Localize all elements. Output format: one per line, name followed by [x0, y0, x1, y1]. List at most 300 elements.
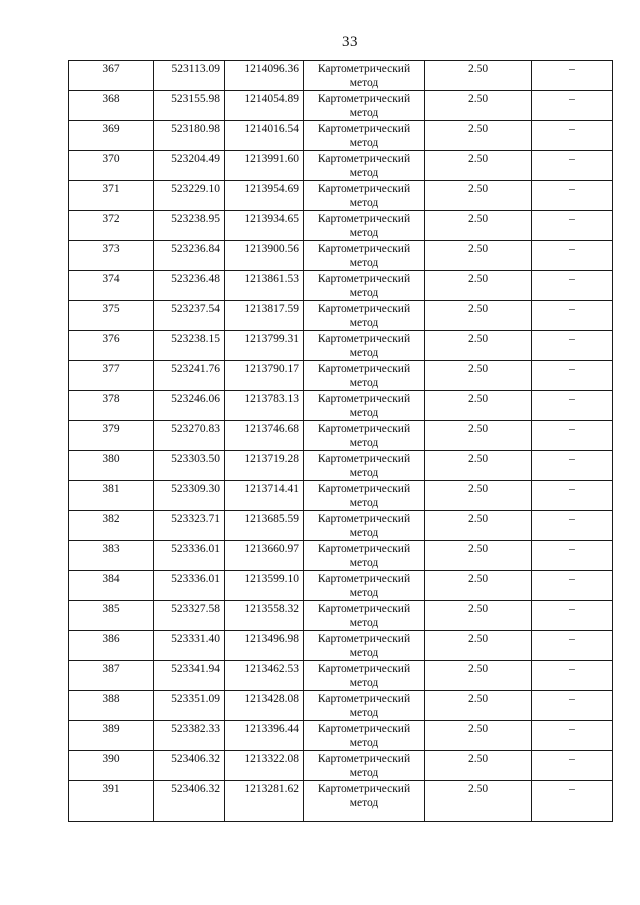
point-number-cell — [69, 151, 154, 181]
accuracy-text: 2.50 — [467, 633, 489, 645]
x-coordinate-text: 523237.54 — [171, 303, 220, 315]
point-number-text: 379 — [102, 423, 120, 435]
method-cell — [304, 151, 425, 181]
point-number-text: 378 — [102, 393, 120, 405]
x-coordinate-text: 523341.94 — [171, 663, 220, 675]
x-coordinate-cell — [154, 361, 225, 391]
y-coordinate-cell — [225, 181, 304, 211]
method-text: Картометрический метод — [317, 603, 411, 629]
note-cell — [532, 151, 613, 181]
accuracy-text: 2.50 — [467, 453, 489, 465]
x-coordinate-text: 523238.15 — [171, 333, 220, 345]
table-row — [69, 61, 613, 91]
point-number-cell — [69, 91, 154, 121]
table-row — [69, 301, 613, 331]
x-coordinate-text: 523236.84 — [171, 243, 220, 255]
accuracy-cell — [425, 241, 532, 271]
method-cell — [304, 631, 425, 661]
note-text: – — [569, 603, 575, 615]
y-coordinate-text: 1213783.13 — [244, 393, 299, 405]
y-coordinate-text: 1214054.89 — [244, 93, 299, 105]
method-text: Картометрический метод — [317, 363, 411, 389]
method-cell — [304, 121, 425, 151]
point-number-text: 383 — [102, 543, 120, 555]
note-cell — [532, 601, 613, 631]
method-text: Картометрический метод — [317, 483, 411, 509]
method-text: Картометрический метод — [317, 783, 411, 809]
accuracy-text: 2.50 — [467, 723, 489, 735]
method-text: Картометрический метод — [317, 63, 411, 89]
accuracy-text: 2.50 — [467, 513, 489, 525]
y-coordinate-text: 1213719.28 — [244, 453, 299, 465]
y-coordinate-cell — [225, 91, 304, 121]
x-coordinate-cell — [154, 61, 225, 91]
method-text: Картометрический метод — [317, 123, 411, 149]
x-coordinate-text: 523303.50 — [171, 453, 220, 465]
point-number-text: 367 — [102, 63, 120, 75]
y-coordinate-cell — [225, 751, 304, 781]
note-text: – — [569, 483, 575, 495]
note-cell — [532, 481, 613, 511]
y-coordinate-text: 1213991.60 — [244, 153, 299, 165]
y-coordinate-cell — [225, 361, 304, 391]
note-text: – — [569, 453, 575, 465]
accuracy-text: 2.50 — [467, 333, 489, 345]
accuracy-text: 2.50 — [467, 303, 489, 315]
note-cell — [532, 631, 613, 661]
table-row — [69, 331, 613, 361]
note-cell — [532, 421, 613, 451]
x-coordinate-cell — [154, 451, 225, 481]
accuracy-text: 2.50 — [467, 603, 489, 615]
point-number-text: 369 — [102, 123, 120, 135]
y-coordinate-cell — [225, 721, 304, 751]
x-coordinate-cell — [154, 781, 225, 822]
x-coordinate-cell — [154, 121, 225, 151]
accuracy-text: 2.50 — [467, 663, 489, 675]
y-coordinate-text: 1214096.36 — [244, 63, 299, 75]
y-coordinate-cell — [225, 301, 304, 331]
method-text: Картометрический метод — [317, 573, 411, 599]
x-coordinate-text: 523309.30 — [171, 483, 220, 495]
x-coordinate-text: 523351.09 — [171, 693, 220, 705]
note-text: – — [569, 363, 575, 375]
accuracy-cell — [425, 61, 532, 91]
point-number-cell — [69, 751, 154, 781]
note-cell — [532, 781, 613, 822]
point-number-text: 370 — [102, 153, 120, 165]
note-text: – — [569, 423, 575, 435]
accuracy-cell — [425, 211, 532, 241]
x-coordinate-cell — [154, 151, 225, 181]
note-cell — [532, 211, 613, 241]
accuracy-text: 2.50 — [467, 423, 489, 435]
y-coordinate-text: 1213817.59 — [244, 303, 299, 315]
point-number-text: 373 — [102, 243, 120, 255]
y-coordinate-text: 1213954.69 — [244, 183, 299, 195]
y-coordinate-cell — [225, 121, 304, 151]
point-number-text: 372 — [102, 213, 120, 225]
point-number-cell — [69, 451, 154, 481]
note-text: – — [569, 543, 575, 555]
x-coordinate-cell — [154, 421, 225, 451]
accuracy-text: 2.50 — [467, 543, 489, 555]
accuracy-text: 2.50 — [467, 213, 489, 225]
x-coordinate-text: 523382.33 — [171, 723, 220, 735]
note-text: – — [569, 243, 575, 255]
y-coordinate-cell — [225, 211, 304, 241]
point-number-text: 368 — [102, 93, 120, 105]
y-coordinate-text: 1213685.59 — [244, 513, 299, 525]
method-text: Картометрический метод — [317, 663, 411, 689]
accuracy-cell — [425, 271, 532, 301]
method-cell — [304, 511, 425, 541]
y-coordinate-text: 1213746.68 — [244, 423, 299, 435]
table-row — [69, 211, 613, 241]
table-row — [69, 601, 613, 631]
note-text: – — [569, 513, 575, 525]
accuracy-cell — [425, 151, 532, 181]
note-text: – — [569, 123, 575, 135]
point-number-cell — [69, 301, 154, 331]
x-coordinate-cell — [154, 631, 225, 661]
accuracy-text: 2.50 — [467, 153, 489, 165]
accuracy-text: 2.50 — [467, 783, 489, 795]
accuracy-cell — [425, 181, 532, 211]
table-row — [69, 151, 613, 181]
y-coordinate-cell — [225, 451, 304, 481]
table-row — [69, 721, 613, 751]
accuracy-text: 2.50 — [467, 243, 489, 255]
point-number-cell — [69, 181, 154, 211]
note-text: – — [569, 273, 575, 285]
note-text: – — [569, 633, 575, 645]
method-cell — [304, 541, 425, 571]
method-cell — [304, 271, 425, 301]
x-coordinate-text: 523238.95 — [171, 213, 220, 225]
point-number-text: 380 — [102, 453, 120, 465]
accuracy-text: 2.50 — [467, 483, 489, 495]
method-cell — [304, 781, 425, 822]
note-text: – — [569, 393, 575, 405]
accuracy-cell — [425, 571, 532, 601]
note-cell — [532, 121, 613, 151]
accuracy-text: 2.50 — [467, 693, 489, 705]
method-text: Картометрический метод — [317, 213, 411, 239]
y-coordinate-text: 1213396.44 — [244, 723, 299, 735]
x-coordinate-text: 523323.71 — [171, 513, 220, 525]
table-row — [69, 421, 613, 451]
point-number-cell — [69, 481, 154, 511]
method-text: Картометрический метод — [317, 153, 411, 179]
accuracy-cell — [425, 511, 532, 541]
accuracy-cell — [425, 421, 532, 451]
x-coordinate-cell — [154, 331, 225, 361]
x-coordinate-cell — [154, 271, 225, 301]
method-cell — [304, 571, 425, 601]
x-coordinate-cell — [154, 211, 225, 241]
table-row — [69, 391, 613, 421]
method-text: Картометрический метод — [317, 393, 411, 419]
method-cell — [304, 91, 425, 121]
accuracy-cell — [425, 301, 532, 331]
y-coordinate-cell — [225, 421, 304, 451]
note-cell — [532, 541, 613, 571]
point-number-text: 390 — [102, 753, 120, 765]
note-cell — [532, 331, 613, 361]
x-coordinate-cell — [154, 511, 225, 541]
note-cell — [532, 181, 613, 211]
point-number-text: 377 — [102, 363, 120, 375]
y-coordinate-cell — [225, 511, 304, 541]
table-row — [69, 541, 613, 571]
accuracy-text: 2.50 — [467, 123, 489, 135]
point-number-text: 382 — [102, 513, 120, 525]
note-cell — [532, 91, 613, 121]
x-coordinate-text: 523406.32 — [171, 783, 220, 795]
table-row — [69, 781, 613, 822]
accuracy-text: 2.50 — [467, 753, 489, 765]
y-coordinate-cell — [225, 601, 304, 631]
note-cell — [532, 451, 613, 481]
point-number-text: 375 — [102, 303, 120, 315]
method-text: Картометрический метод — [317, 423, 411, 449]
table-row — [69, 631, 613, 661]
accuracy-text: 2.50 — [467, 393, 489, 405]
accuracy-cell — [425, 361, 532, 391]
y-coordinate-cell — [225, 151, 304, 181]
note-cell — [532, 751, 613, 781]
x-coordinate-text: 523204.49 — [171, 153, 220, 165]
y-coordinate-cell — [225, 541, 304, 571]
note-cell — [532, 511, 613, 541]
x-coordinate-cell — [154, 661, 225, 691]
y-coordinate-cell — [225, 691, 304, 721]
method-cell — [304, 601, 425, 631]
accuracy-cell — [425, 601, 532, 631]
point-number-cell — [69, 571, 154, 601]
method-text: Картометрический метод — [317, 273, 411, 299]
method-text: Картометрический метод — [317, 303, 411, 329]
x-coordinate-cell — [154, 241, 225, 271]
table-row — [69, 751, 613, 781]
point-number-cell — [69, 541, 154, 571]
table-row — [69, 121, 613, 151]
coordinates-table — [68, 60, 613, 822]
accuracy-cell — [425, 121, 532, 151]
method-text: Картометрический метод — [317, 693, 411, 719]
x-coordinate-text: 523241.76 — [171, 363, 220, 375]
point-number-cell — [69, 271, 154, 301]
point-number-cell — [69, 361, 154, 391]
y-coordinate-text: 1213799.31 — [244, 333, 299, 345]
x-coordinate-text: 523331.40 — [171, 633, 220, 645]
note-text: – — [569, 303, 575, 315]
table-row — [69, 691, 613, 721]
y-coordinate-text: 1213558.32 — [244, 603, 299, 615]
note-text: – — [569, 723, 575, 735]
table-row — [69, 181, 613, 211]
y-coordinate-text: 1213714.41 — [244, 483, 299, 495]
x-coordinate-text: 523406.32 — [171, 753, 220, 765]
method-text: Картометрический метод — [317, 93, 411, 119]
table-row — [69, 481, 613, 511]
y-coordinate-text: 1213428.08 — [244, 693, 299, 705]
y-coordinate-text: 1213599.10 — [244, 573, 299, 585]
accuracy-cell — [425, 481, 532, 511]
method-cell — [304, 301, 425, 331]
y-coordinate-text: 1213900.56 — [244, 243, 299, 255]
method-cell — [304, 391, 425, 421]
x-coordinate-cell — [154, 181, 225, 211]
point-number-cell — [69, 421, 154, 451]
method-cell — [304, 241, 425, 271]
note-cell — [532, 571, 613, 601]
point-number-text: 389 — [102, 723, 120, 735]
x-coordinate-cell — [154, 571, 225, 601]
y-coordinate-text: 1213322.08 — [244, 753, 299, 765]
accuracy-cell — [425, 781, 532, 822]
y-coordinate-text: 1213281.62 — [244, 783, 299, 795]
table-body — [69, 61, 613, 822]
note-text: – — [569, 753, 575, 765]
point-number-cell — [69, 331, 154, 361]
table-row — [69, 451, 613, 481]
x-coordinate-text: 523270.83 — [171, 423, 220, 435]
note-text: – — [569, 663, 575, 675]
x-coordinate-text: 523155.98 — [171, 93, 220, 105]
point-number-cell — [69, 241, 154, 271]
x-coordinate-text: 523327.58 — [171, 603, 220, 615]
point-number-text: 381 — [102, 483, 120, 495]
note-text: – — [569, 333, 575, 345]
table-row — [69, 91, 613, 121]
y-coordinate-cell — [225, 331, 304, 361]
table-row — [69, 571, 613, 601]
accuracy-text: 2.50 — [467, 573, 489, 585]
y-coordinate-cell — [225, 481, 304, 511]
method-cell — [304, 361, 425, 391]
y-coordinate-cell — [225, 241, 304, 271]
table-row — [69, 661, 613, 691]
point-number-text: 374 — [102, 273, 120, 285]
y-coordinate-text: 1214016.54 — [244, 123, 299, 135]
point-number-cell — [69, 691, 154, 721]
y-coordinate-text: 1213861.53 — [244, 273, 299, 285]
y-coordinate-cell — [225, 391, 304, 421]
point-number-cell — [69, 631, 154, 661]
point-number-cell — [69, 601, 154, 631]
method-cell — [304, 181, 425, 211]
x-coordinate-cell — [154, 721, 225, 751]
point-number-cell — [69, 721, 154, 751]
accuracy-cell — [425, 451, 532, 481]
point-number-text: 384 — [102, 573, 120, 585]
x-coordinate-text: 523180.98 — [171, 123, 220, 135]
accuracy-cell — [425, 331, 532, 361]
x-coordinate-cell — [154, 601, 225, 631]
point-number-cell — [69, 511, 154, 541]
note-text: – — [569, 783, 575, 795]
point-number-cell — [69, 391, 154, 421]
x-coordinate-cell — [154, 301, 225, 331]
accuracy-cell — [425, 391, 532, 421]
table-row — [69, 241, 613, 271]
y-coordinate-text: 1213934.65 — [244, 213, 299, 225]
x-coordinate-text: 523246.06 — [171, 393, 220, 405]
method-cell — [304, 751, 425, 781]
point-number-text: 385 — [102, 603, 120, 615]
y-coordinate-cell — [225, 271, 304, 301]
y-coordinate-text: 1213462.53 — [244, 663, 299, 675]
note-cell — [532, 271, 613, 301]
method-cell — [304, 661, 425, 691]
method-text: Картометрический метод — [317, 543, 411, 569]
y-coordinate-cell — [225, 61, 304, 91]
point-number-cell — [69, 661, 154, 691]
note-cell — [532, 391, 613, 421]
note-text: – — [569, 183, 575, 195]
method-cell — [304, 421, 425, 451]
y-coordinate-cell — [225, 571, 304, 601]
method-text: Картометрический метод — [317, 453, 411, 479]
accuracy-cell — [425, 631, 532, 661]
method-text: Картометрический метод — [317, 753, 411, 779]
method-text: Картометрический метод — [317, 183, 411, 209]
x-coordinate-text: 523229.10 — [171, 183, 220, 195]
note-cell — [532, 661, 613, 691]
accuracy-cell — [425, 751, 532, 781]
method-cell — [304, 61, 425, 91]
table-row — [69, 271, 613, 301]
note-text: – — [569, 153, 575, 165]
y-coordinate-text: 1213496.98 — [244, 633, 299, 645]
accuracy-text: 2.50 — [467, 183, 489, 195]
method-text: Картометрический метод — [317, 633, 411, 659]
x-coordinate-text: 523336.01 — [171, 573, 220, 585]
method-text: Картометрический метод — [317, 513, 411, 539]
point-number-text: 388 — [102, 693, 120, 705]
accuracy-text: 2.50 — [467, 93, 489, 105]
point-number-text: 376 — [102, 333, 120, 345]
point-number-cell — [69, 211, 154, 241]
y-coordinate-cell — [225, 781, 304, 822]
table-row — [69, 361, 613, 391]
point-number-text: 391 — [102, 783, 120, 795]
method-cell — [304, 331, 425, 361]
accuracy-text: 2.50 — [467, 273, 489, 285]
y-coordinate-cell — [225, 631, 304, 661]
table-row — [69, 511, 613, 541]
page-number: 33 — [342, 34, 358, 50]
y-coordinate-text: 1213660.97 — [244, 543, 299, 555]
method-cell — [304, 481, 425, 511]
accuracy-text: 2.50 — [467, 363, 489, 375]
note-cell — [532, 691, 613, 721]
x-coordinate-text: 523113.09 — [171, 63, 220, 75]
x-coordinate-cell — [154, 751, 225, 781]
note-cell — [532, 361, 613, 391]
note-cell — [532, 301, 613, 331]
method-cell — [304, 691, 425, 721]
x-coordinate-cell — [154, 391, 225, 421]
note-text: – — [569, 213, 575, 225]
method-text: Картометрический метод — [317, 723, 411, 749]
accuracy-cell — [425, 541, 532, 571]
note-text: – — [569, 63, 575, 75]
x-coordinate-cell — [154, 691, 225, 721]
method-text: Картометрический метод — [317, 243, 411, 269]
